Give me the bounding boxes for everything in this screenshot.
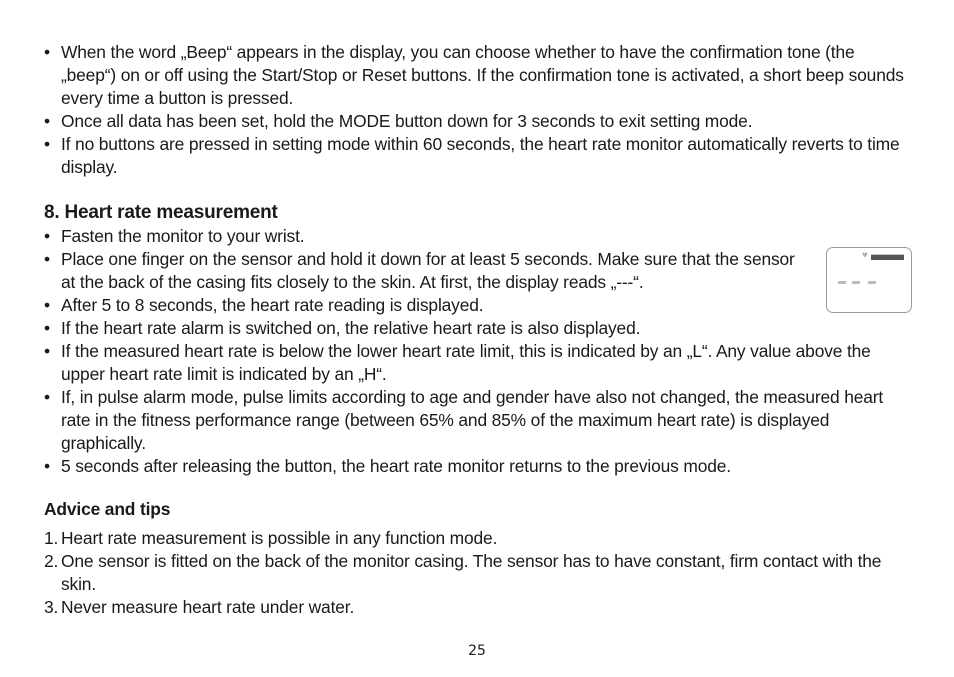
item-text: Heart rate measurement is possible in any function mode. (61, 528, 498, 548)
display-illustration (826, 247, 912, 313)
list-item (44, 550, 914, 596)
list-item: • If the heart rate alarm is switched on, the relative heart rate is also displayed. (44, 317, 914, 340)
list-item: • When the word „Beep“ appears in the display, you can choose whether to have the confirmation tone (the „beep“) on or off using the Start/Stop or Reset buttons. If the confirmation tone is activated, a short beep sounds every time a button is pressed. (44, 41, 914, 110)
list-item: • If, in pulse alarm mode, pulse limits according to age and gender have also not changed, the measured heart rate in the fitness performance range (between 65% and 85% of the maximum heart rate) is displayed graphically. (44, 386, 914, 455)
heart-icon: ♥ (862, 250, 868, 261)
item-text: Never measure heart rate under water. (61, 597, 355, 617)
list-item (44, 527, 914, 550)
list-item (44, 596, 914, 619)
list-item: • 5 seconds after releasing the button, the heart rate monitor returns to the previous mode. (44, 455, 914, 478)
setting-bullets (44, 41, 914, 179)
section-heading: 8. Heart rate measurement (44, 202, 278, 223)
display-bar (871, 254, 904, 260)
list-item: • After 5 to 8 seconds, the heart rate reading is displayed. (44, 294, 914, 317)
display-dash (837, 281, 846, 284)
item-number: 1. (44, 528, 59, 548)
list-item: • Place one finger on the sensor and hold it down for at least 5 seconds. Make sure that the sensor at the back of the casing fits closely to the skin. At first, the display reads „---“. (44, 248, 914, 294)
page-number: 25 (468, 643, 486, 659)
advice-list (44, 527, 914, 619)
item-text: One sensor is fitted on the back of the monitor casing. The sensor has to have constant, firm contact with the skin. (61, 551, 882, 594)
list-item: • If no buttons are pressed in setting mode within 60 seconds, the heart rate monitor automatically reverts to time display. (44, 133, 914, 179)
display-dash (851, 281, 860, 284)
list-item: • If the measured heart rate is below the lower heart rate limit, this is indicated by an „L“. Any value above the upper heart rate limit is indicated by an „H“. (44, 340, 914, 386)
heart-rate-bullets (44, 225, 914, 478)
list-item: • Once all data has been set, hold the MODE button down for 3 seconds to exit setting mode. (44, 110, 914, 133)
display-dash (867, 281, 876, 284)
item-number: 3. (44, 597, 59, 617)
item-number: 2. (44, 551, 59, 571)
list-item: • Fasten the monitor to your wrist. (44, 225, 914, 248)
advice-heading: Advice and tips (44, 499, 171, 519)
